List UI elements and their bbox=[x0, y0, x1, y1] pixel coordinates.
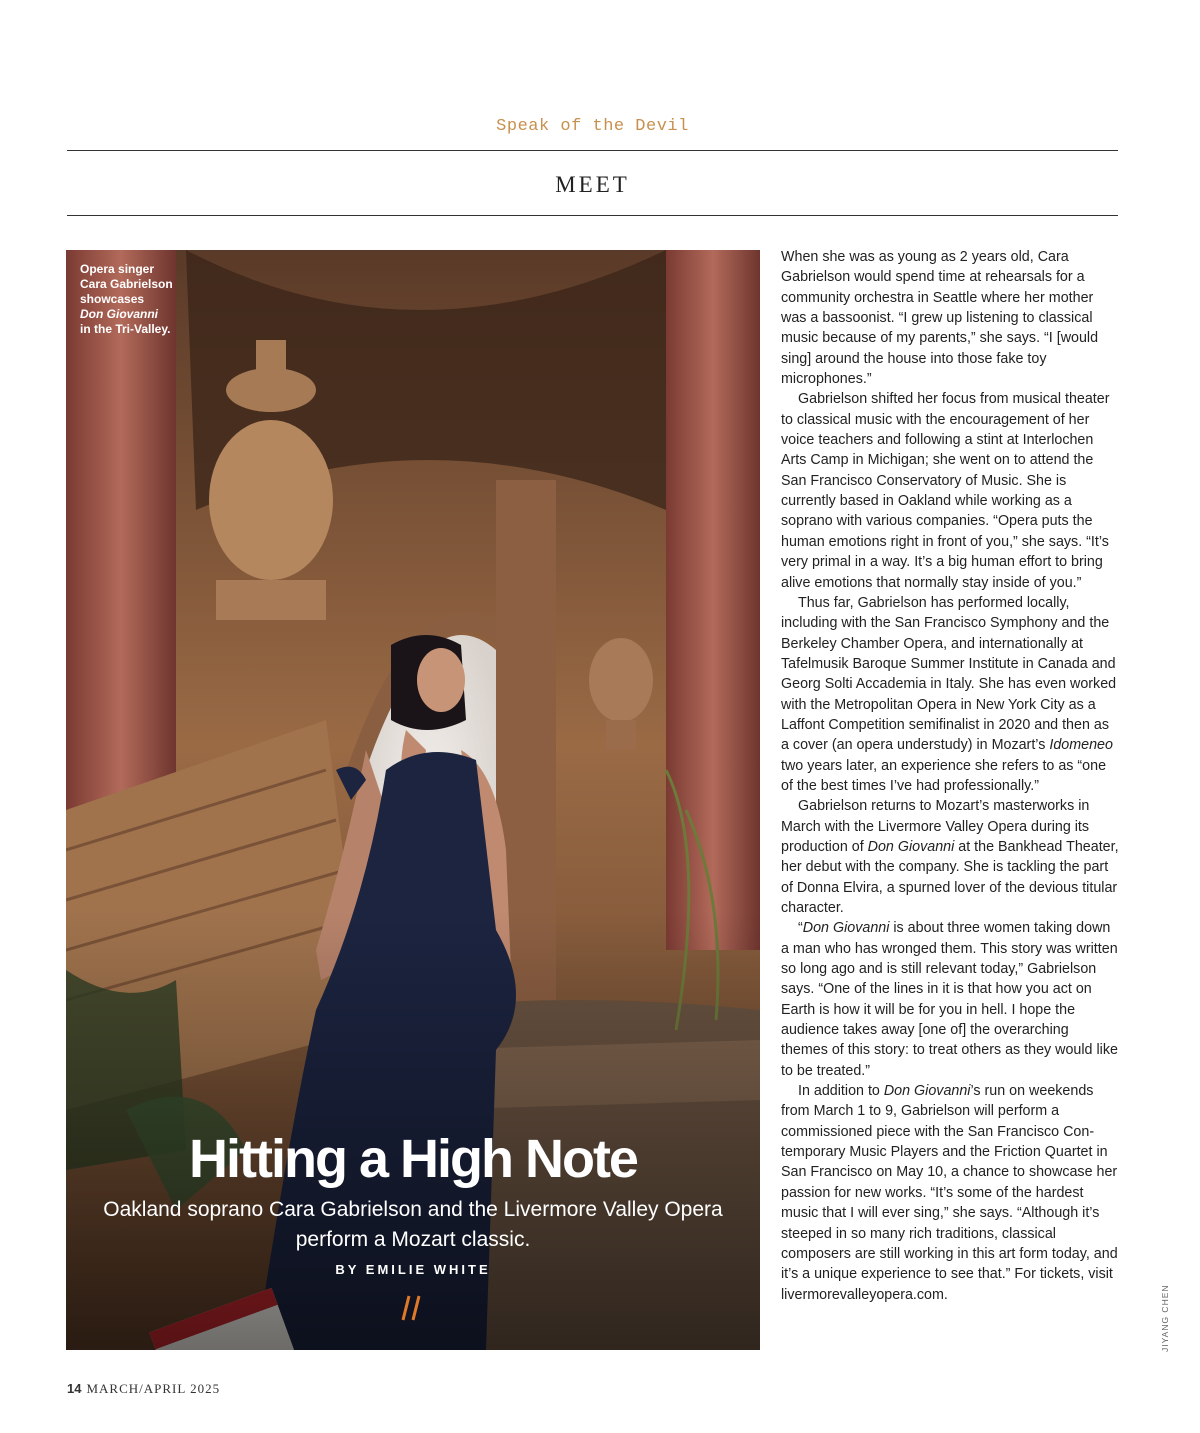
kicker: Speak of the Devil bbox=[496, 117, 689, 136]
caption-line: showcases bbox=[80, 292, 145, 306]
issue-date: MARCH/APRIL 2025 bbox=[86, 1381, 221, 1396]
section-mark-icon bbox=[400, 1294, 424, 1322]
paragraph: When she was as young as 2 years old, Cara Gabrielson would spend time at rehearsals for a community orchestra in Seattle where her mother was a bassoonist. “I grew up listening to classical music because of my parents,” she says. “I [would sing] around the house into those fake toy microphones.” bbox=[781, 249, 1099, 388]
headline: Hitting a High Note bbox=[189, 1129, 637, 1189]
photo-caption bbox=[80, 262, 200, 337]
top-rule bbox=[67, 150, 1118, 151]
paragraph: In addition to Don Giovanni’s run on weekends from March 1 to 9, Gabrielson will perform a commissioned piece with the San Francisco Contemporary Music Players and the Friction Quartet in San Francisco on May 10, a chance to showcase her passion for new works. “It’s some of the hardest music that I will ever sing,” she says. “Although it’s steeped in so many rich traditions, classical composers are still working in this art form today, and it’s a unique experience to see that.” For tickets, visit livermorevalleyopera.com. bbox=[781, 1083, 1118, 1303]
paragraph: Gabrielson shifted her focus from musical theater to classical music with the encouragement of her voice teachers and following a stint at Interlochen Arts Camp in Michigan; she went on to attend the San Francisco Conservatory of Music. She is currently based in Oakland while working as a soprano with various companies. “Opera puts the human emotions right in front of you,” she says. “It’s very primal in a way. It’s a big human effort to bring alive emotions that normally stay inside of you.” bbox=[781, 391, 1110, 591]
caption-line: Opera singer bbox=[80, 262, 155, 276]
dek: Oakland soprano Cara Gabrielson and the Livermore Valley Opera perform a Mozart classic. bbox=[103, 1198, 723, 1251]
caption-line: in the Tri-Valley. bbox=[80, 322, 171, 336]
article-body bbox=[781, 247, 1119, 1305]
paragraph: “Don Giovanni is about three women taking down a man who has wronged them. This story was written so long ago and is still relevant today,” Gabrielson says. “One of the lines in it is that how you act on Earth is how it will be for you in hell. I hope the audience takes away [one of] the overarching themes of this story: to treat others as they would like to be treated.” bbox=[781, 920, 1118, 1079]
section-rule bbox=[67, 215, 1118, 216]
byline: BY EMILIE WHITE bbox=[335, 1262, 491, 1277]
caption-line: Don Giovanni bbox=[80, 307, 158, 321]
paragraph: Thus far, Gabrielson has performed locally, including with the San Francisco Symphony and the Berkeley Chamber Opera, and internationally at Tafelmusik Baroque Summer Institute in Canada and Georg Solti Accademia in Italy. She has even worked with the Metropolitan Opera in New York City as a Laffont Competition semifinalist in 2020 and then as a cover (an opera understudy) in Mozart’s Idomeneo two years later, an experience she refers to as “one of the best times I’ve had professionally.” bbox=[781, 594, 1117, 794]
page-number: 14 bbox=[67, 1381, 82, 1396]
section-label: MEET bbox=[555, 172, 630, 197]
folio bbox=[67, 1381, 220, 1397]
caption-line: Cara Gabrielson bbox=[80, 277, 173, 291]
photo-credit: JIYANG CHEN bbox=[1160, 1284, 1170, 1352]
paragraph: Gabrielson returns to Mozart’s masterworks in March with the Livermore Valley Opera during its production of Don Giovanni at the Bankhead Theater, her debut with the company. She is tackling the part of Donna Elvira, a spurned lover of the devious titular character. bbox=[781, 798, 1119, 916]
